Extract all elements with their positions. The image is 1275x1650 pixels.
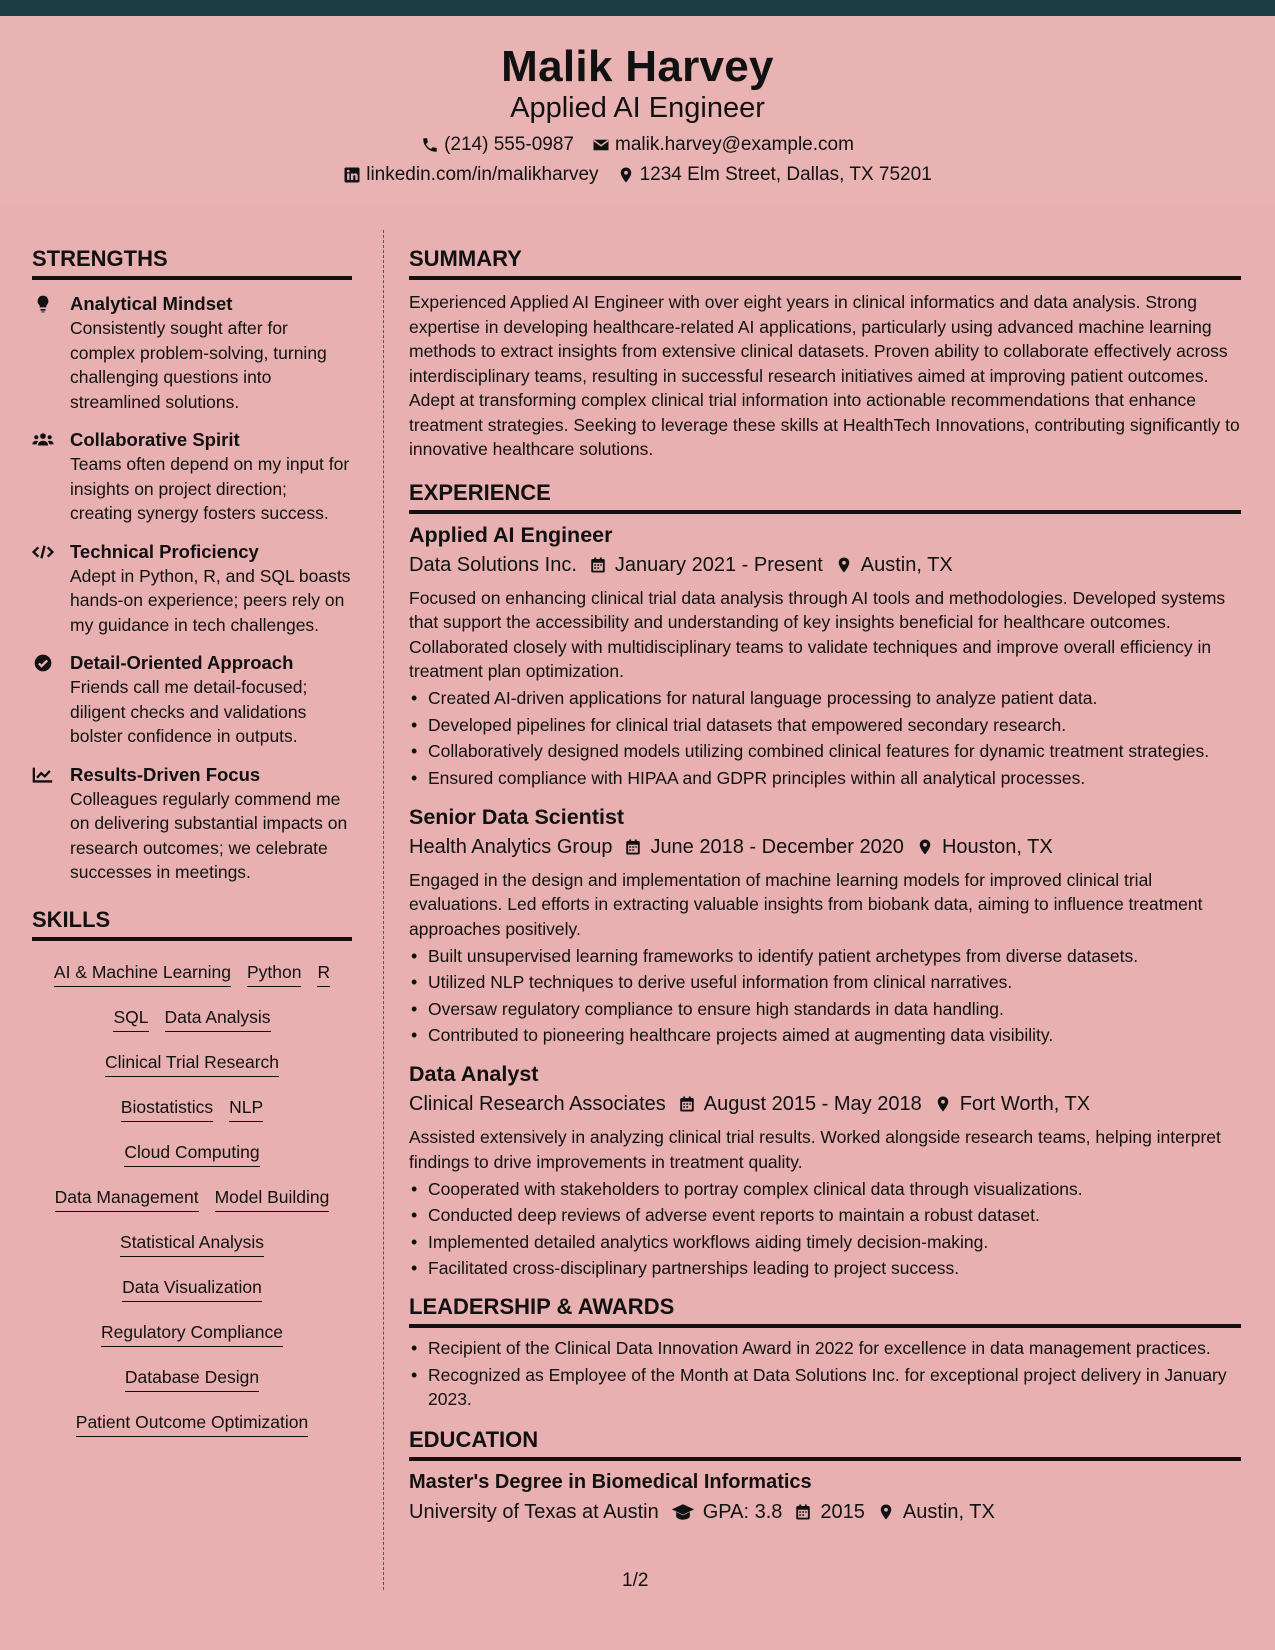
company-name: Data Solutions Inc.: [409, 553, 577, 576]
strength-item: [32, 651, 352, 749]
skill-tag: Cloud Computing: [124, 1140, 259, 1167]
skills-row: [32, 1356, 352, 1401]
job-bullet: • Implemented detailed analytics workflows aiding timely decision-making.: [409, 1230, 1241, 1254]
skill-tag: Clinical Trial Research: [105, 1050, 279, 1077]
strength-title: Collaborative Spirit: [70, 429, 240, 450]
skill-tag: Data Management: [55, 1185, 199, 1212]
job-dates: January 2021 - Present: [614, 553, 823, 576]
job-description: Engaged in the design and implementation of machine learning models for improved clinical trial evaluations. Led efforts in extracting valuable insights from biobank data, aiming to influence treatment approaches positively.: [409, 869, 1203, 939]
skills-row: [32, 1221, 352, 1266]
strength-item: [32, 763, 352, 885]
strength-desc: Friends call me detail-focused; diligent checks and validations bolster confidence in outputs.: [70, 677, 308, 746]
skill-tag: Biostatistics: [121, 1095, 213, 1122]
summary-text: Experienced Applied AI Engineer with over eight years in clinical informatics and data analysis. Strong expertise in developing healthcare-related AI applications, particularly using advanced machine learning methods to extract insights from extensive clinical datasets. Proven ability to collaborate effectively across interdisciplinary teams, resulting in successful research initiatives aimed at improving patient outcomes. Adept at transforming complex clinical trial information into actionable recommendations that enhance treatment strategies. Seeking to leverage these skills at HealthTech Innovations, contributing significantly to innovative healthcare solutions.: [409, 292, 1240, 459]
skills-heading: SKILLS: [32, 907, 352, 941]
strength-item: [32, 292, 352, 414]
strength-desc: Colleagues regularly commend me on delivering substantial impacts on research outcomes; we celebrate successes in meetings.: [70, 788, 348, 882]
skill-tag: Statistical Analysis: [120, 1230, 264, 1257]
calendar-icon: [794, 1503, 812, 1521]
skills-row: [32, 1041, 352, 1086]
awards-list: [409, 1336, 1241, 1411]
job-description: Focused on enhancing clinical trial data analysis through AI tools and methodologies. Developed systems that support the accessibility and understanding of key insights beneficial for healthcare outcomes. Collaborated closely with multidisciplinary teams to validate techniques and improve overall efficiency in treatment plan optimization.: [409, 587, 1226, 681]
phone-text: (214) 555-0987: [444, 133, 574, 155]
linkedin-text: linkedin.com/in/malikharvey: [366, 163, 599, 185]
award-item: • Recipient of the Clinical Data Innovation Award in 2022 for excellence in data management practices.: [409, 1336, 1241, 1360]
skills-list: [32, 951, 352, 1446]
degree-title: Master's Degree in Biomedical Informatics: [409, 1470, 812, 1493]
skill-tag: R: [317, 960, 330, 987]
skills-row: [32, 996, 352, 1041]
code-icon: [32, 540, 58, 638]
job-title: Data Analyst: [409, 1062, 539, 1086]
job-entry: [409, 520, 1241, 790]
gpa-text: GPA: 3.8: [702, 1500, 783, 1523]
skills-row: [32, 951, 352, 996]
job-bullet: • Conducted deep reviews of adverse event reports to maintain a robust dataset.: [409, 1203, 1241, 1227]
job-description: Assisted extensively in analyzing clinical trial results. Worked alongside research teams, helping interpret findings to drive improvements in treatment quality.: [409, 1127, 1221, 1172]
top-accent-bar: [0, 0, 1275, 16]
skills-row: [32, 1401, 352, 1446]
strength-desc: Adept in Python, R, and SQL boasts hands-on experience; peers rely on my guidance in tech challenges.: [70, 565, 351, 635]
skill-tag: Model Building: [215, 1185, 330, 1212]
skill-tag: Data Visualization: [122, 1275, 262, 1302]
contact-line-2: [0, 164, 1275, 186]
job-bullet: • Cooperated with stakeholders to portray complex clinical data through visualizations.: [409, 1177, 1241, 1201]
email-text: malik.harvey@example.com: [615, 133, 854, 155]
job-bullet: • Oversaw regulatory compliance to ensure high standards in data handling.: [409, 997, 1241, 1021]
school-location: Austin, TX: [902, 1500, 995, 1523]
skills-row: [32, 1086, 352, 1131]
job-meta: [409, 832, 1241, 862]
skills-row: [32, 1266, 352, 1311]
envelope-icon: [592, 136, 610, 154]
candidate-name: Malik Harvey: [501, 42, 774, 91]
experience-heading: EXPERIENCE: [409, 480, 1241, 514]
job-title: Applied AI Engineer: [409, 522, 613, 547]
job-bullet: • Built unsupervised learning frameworks to identify patient archetypes from diverse datasets.: [409, 944, 1241, 968]
company-name: Clinical Research Associates: [409, 1093, 666, 1115]
job-title: Senior Data Scientist: [409, 804, 625, 829]
strength-item: [32, 428, 352, 526]
strength-title: Technical Proficiency: [70, 540, 259, 562]
page-number: 1/2: [622, 1570, 649, 1591]
job-location: Fort Worth, TX: [959, 1093, 1091, 1115]
job-location: Austin, TX: [860, 553, 953, 576]
lightbulb-icon: [32, 292, 58, 414]
contact-phone[interactable]: [421, 134, 574, 156]
job-bullets: [409, 1177, 1241, 1281]
job-bullet: • Developed pipelines for clinical trial datasets that empowered secondary research.: [409, 713, 1241, 737]
strength-title: Results-Driven Focus: [70, 763, 261, 785]
skills-row: [32, 1311, 352, 1356]
resume-body: [0, 230, 1275, 1590]
strengths-heading: STRENGTHS: [32, 246, 352, 280]
map-pin-icon: [916, 838, 934, 856]
skills-row: [32, 1176, 352, 1221]
school-name: University of Texas at Austin: [409, 1500, 659, 1523]
right-column: [409, 230, 1241, 1533]
column-divider: [383, 230, 384, 1590]
skill-tag: Regulatory Compliance: [101, 1320, 283, 1347]
job-location: Houston, TX: [941, 835, 1053, 858]
grad-year: 2015: [820, 1500, 865, 1523]
map-pin-icon: [934, 1095, 952, 1113]
strength-desc: Teams often depend on my input for insights on project direction; creating synergy fosters success.: [70, 454, 350, 523]
strength-title: Detail-Oriented Approach: [70, 652, 294, 673]
map-pin-icon: [617, 166, 635, 184]
calendar-icon: [678, 1095, 696, 1113]
skill-tag: Python: [247, 960, 301, 987]
skill-tag: NLP: [229, 1095, 263, 1122]
map-pin-icon: [835, 556, 853, 574]
left-column: [32, 230, 352, 1446]
contact-email[interactable]: [592, 134, 854, 156]
strength-desc: Consistently sought after for complex problem-solving, turning challenging questions into streamlined solutions.: [70, 318, 327, 412]
graduation-cap-icon: [671, 1502, 695, 1522]
job-dates: August 2015 - May 2018: [703, 1093, 922, 1115]
calendar-icon: [589, 556, 607, 574]
check-circle-icon: [32, 651, 58, 749]
skills-row: [32, 1131, 352, 1176]
users-icon: [32, 428, 58, 526]
skill-tag: AI & Machine Learning: [54, 960, 231, 987]
summary-heading: SUMMARY: [409, 246, 1241, 280]
contact-address: [617, 164, 932, 186]
job-bullet: • Collaboratively designed models utilizing combined clinical features for dynamic treatment strategies.: [409, 739, 1241, 763]
job-bullets: [409, 944, 1241, 1048]
company-name: Health Analytics Group: [409, 835, 613, 858]
contact-linkedin[interactable]: [343, 164, 598, 186]
contact-line-1: [0, 134, 1275, 156]
job-bullet: • Created AI-driven applications for natural language processing to analyze patient data.: [409, 686, 1241, 710]
job-meta: [409, 1089, 1241, 1119]
calendar-icon: [624, 838, 642, 856]
job-bullet: • Ensured compliance with HIPAA and GDPR principles within all analytical processes.: [409, 766, 1241, 790]
experience-list: [409, 520, 1241, 1281]
awards-heading: LEADERSHIP & AWARDS: [409, 1294, 1241, 1328]
job-entry: [409, 1059, 1241, 1280]
linkedin-icon: [343, 166, 361, 184]
skill-tag: Data Analysis: [165, 1005, 271, 1032]
address-text: 1234 Elm Street, Dallas, TX 75201: [639, 163, 932, 185]
education-meta: [409, 1497, 1241, 1527]
candidate-title: Applied AI Engineer: [510, 92, 765, 125]
chart-line-icon: [32, 763, 58, 885]
job-bullet: • Facilitated cross-disciplinary partnerships leading to project success.: [409, 1256, 1241, 1280]
skill-tag: SQL: [113, 1005, 148, 1032]
skill-tag: Patient Outcome Optimization: [76, 1410, 308, 1437]
job-meta: [409, 550, 1241, 580]
award-item: • Recognized as Employee of the Month at Data Solutions Inc. for exceptional project delivery in January 2023.: [409, 1363, 1241, 1411]
resume-header: [0, 16, 1275, 204]
map-pin-icon: [877, 1503, 895, 1521]
strength-title: Analytical Mindset: [70, 293, 233, 314]
job-dates: June 2018 - December 2020: [650, 835, 904, 858]
job-entry: [409, 802, 1241, 1048]
job-bullets: [409, 686, 1241, 790]
phone-icon: [421, 136, 439, 154]
skill-tag: Database Design: [125, 1365, 259, 1392]
job-bullet: • Contributed to pioneering healthcare projects aimed at augmenting data visibility.: [409, 1023, 1241, 1047]
education-heading: EDUCATION: [409, 1427, 1241, 1461]
job-bullet: • Utilized NLP techniques to derive useful information from clinical narratives.: [409, 970, 1241, 994]
strength-item: [32, 540, 352, 638]
